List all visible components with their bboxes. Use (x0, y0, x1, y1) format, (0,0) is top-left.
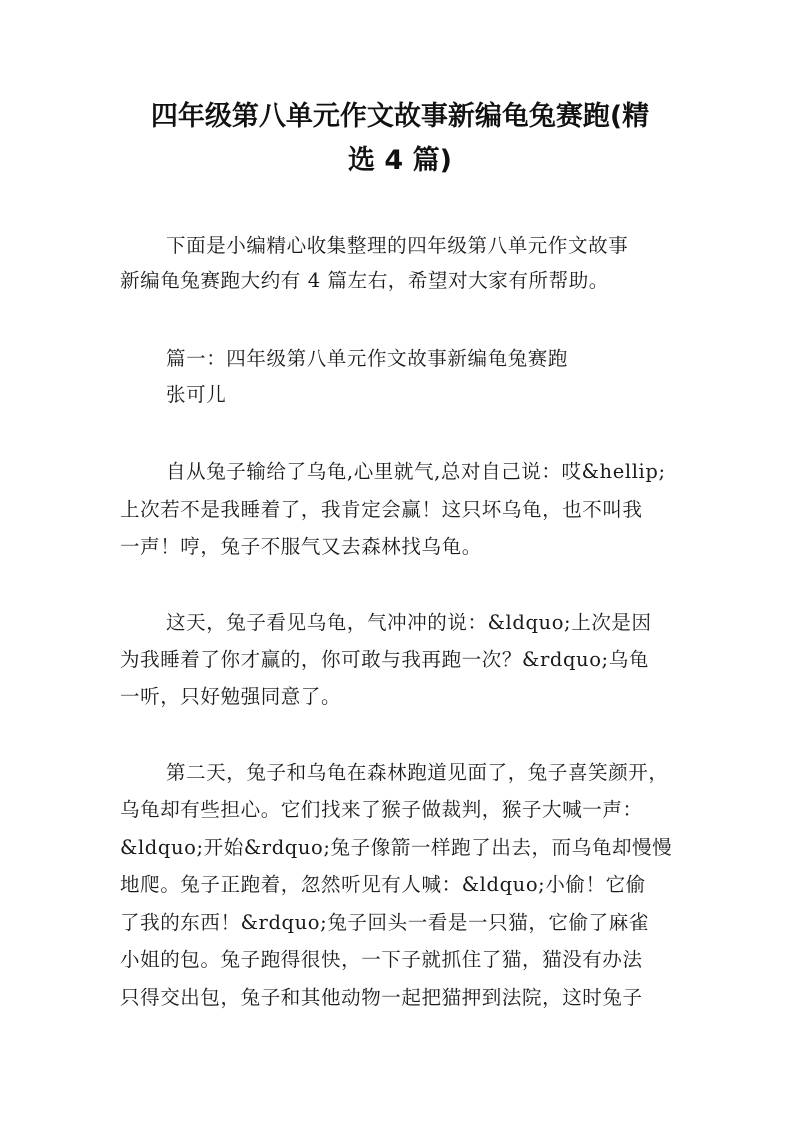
paragraph-line: 一声！哼，兔子不服气又去森林找乌龟。 (120, 535, 482, 558)
intro-line-1: 下面是小编精心收集整理的四年级第八单元作文故事 (166, 234, 629, 257)
title-line-1: 四年级第八单元作文故事新编龟兔赛跑(精 (150, 101, 650, 132)
paragraph-line: &ldquo;开始&rdquo;兔子像箭一样跑了出去，而乌龟却慢慢 (120, 836, 673, 859)
section-heading: 篇一：四年级第八单元作文故事新编龟兔赛跑 (166, 347, 569, 370)
paragraph-line: 第二天，兔子和乌龟在森林跑道见面了，兔子喜笑颜开， (166, 761, 669, 784)
intro-line-2: 新编龟兔赛跑大约有 4 篇左右，希望对大家有所帮助。 (120, 269, 609, 292)
paragraph-line: 乌龟却有些担心。它们找来了猴子做裁判，猴子大喊一声： (120, 798, 643, 821)
author-name: 张可儿 (166, 383, 227, 406)
paragraph-line: 只得交出包，兔子和其他动物一起把猫押到法院，这时兔子 (120, 986, 643, 1009)
paragraph-line: 这天，兔子看见乌龟，气冲冲的说：&ldquo;上次是因 (166, 611, 652, 634)
paragraph-line: 小姐的包。兔子跑得很快，一下子就抓住了猫，猫没有办法 (120, 948, 643, 971)
document-title (100, 95, 700, 183)
title-line-2: 选 4 篇) (348, 145, 452, 176)
paragraph-line: 上次若不是我睡着了，我肯定会赢！这只坏乌龟，也不叫我 (120, 498, 643, 521)
paragraph-line: 为我睡着了你才赢的，你可敢与我再跑一次？&rdquo;乌龟 (120, 648, 649, 671)
paragraph-line: 了我的东西！&rdquo;兔子回头一看是一只猫，它偷了麻雀 (120, 911, 649, 934)
paragraph-line: 地爬。兔子正跑着，忽然听见有人喊：&ldquo;小偷！它偷 (120, 873, 646, 896)
paragraph-line: 一听，只好勉强同意了。 (120, 685, 342, 708)
paragraph-line: 自从兔子输给了乌龟,心里就气,总对自己说：哎&hellip; (166, 460, 666, 483)
